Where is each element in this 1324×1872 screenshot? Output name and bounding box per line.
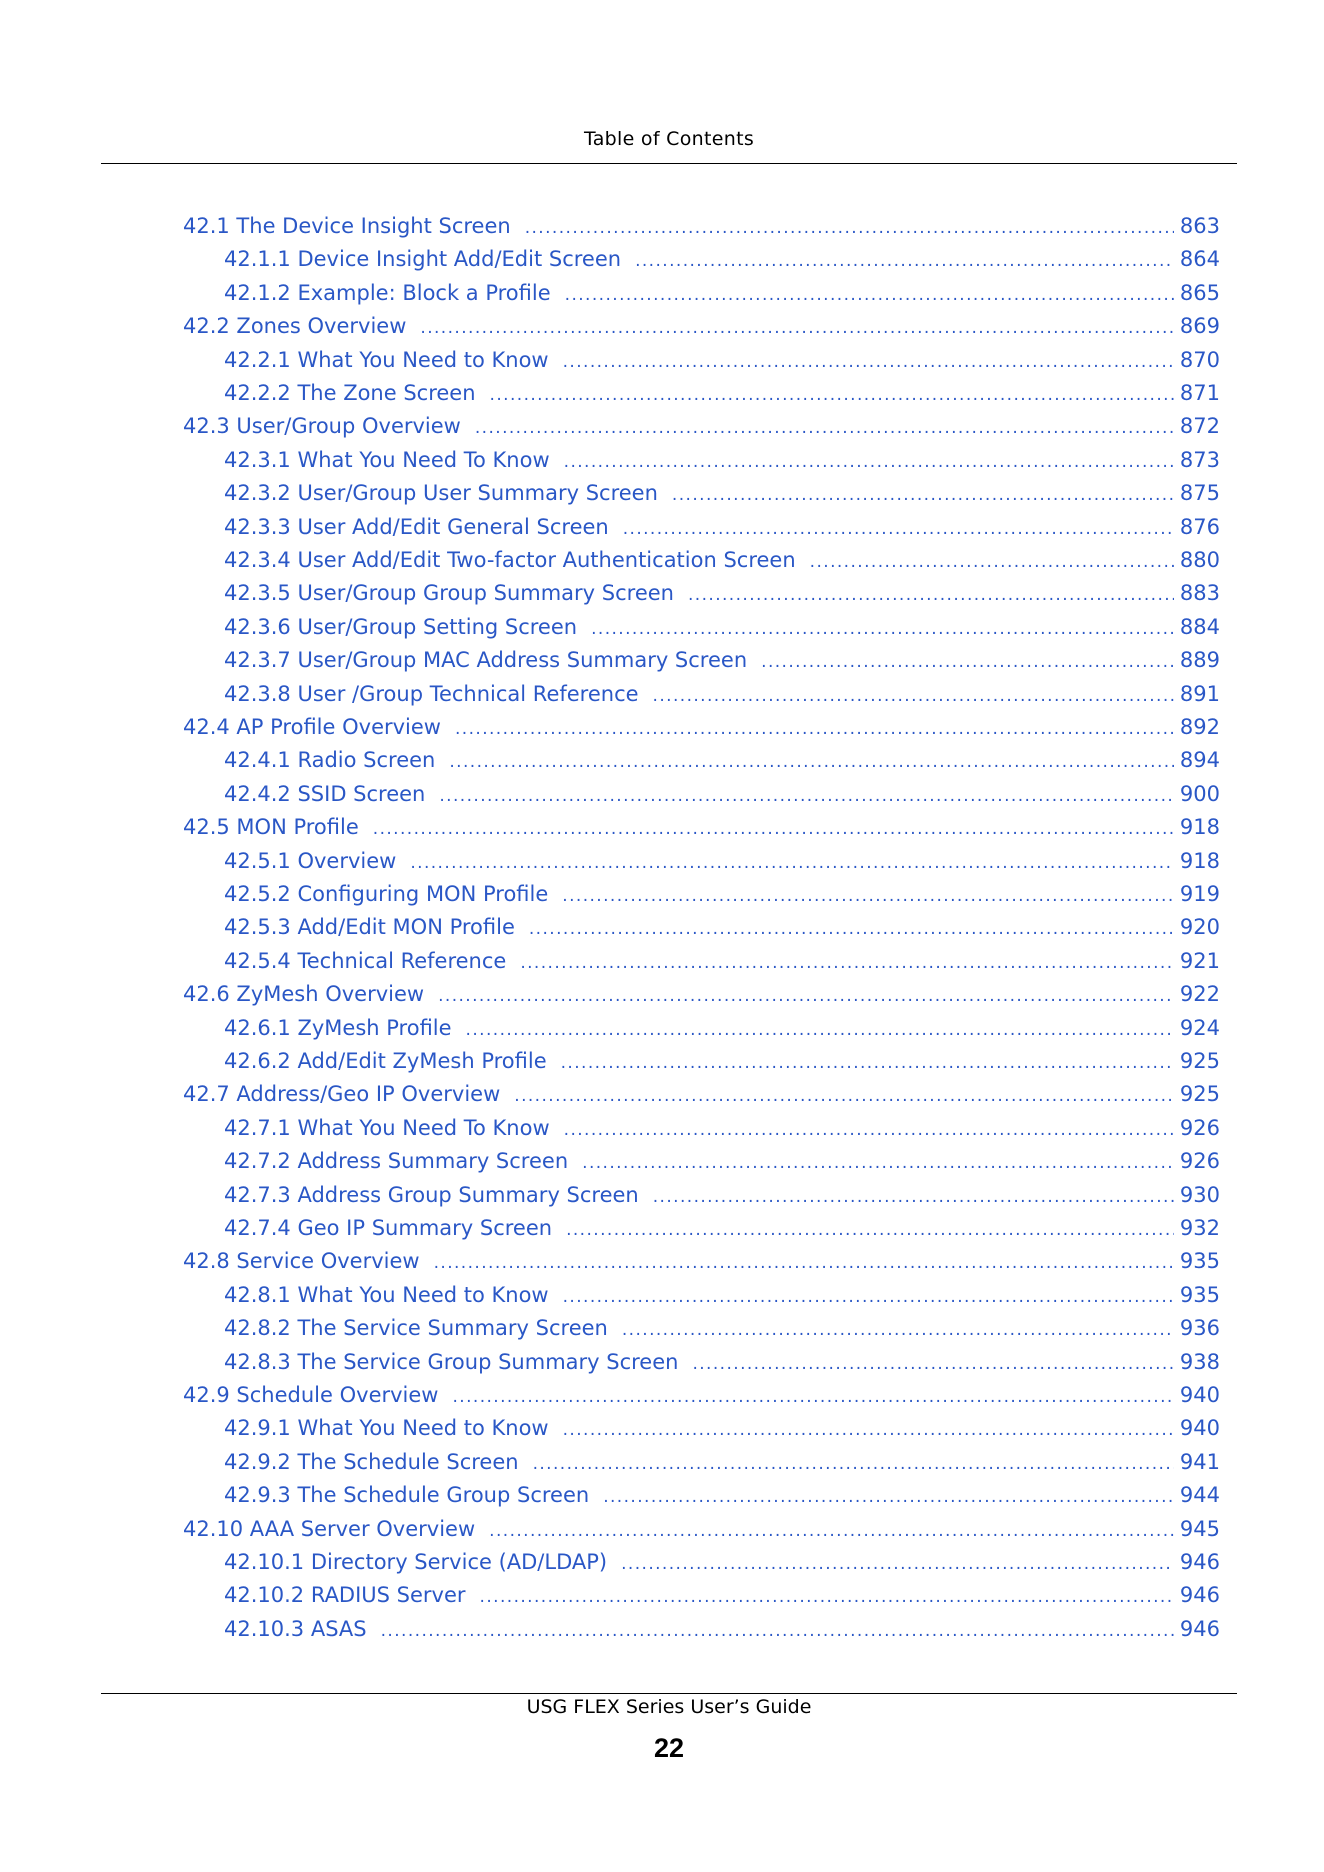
toc-entry-title-link[interactable]: 42.9.1 What You Need to Know	[224, 1416, 549, 1441]
toc-entry-page-link[interactable]: 864	[1179, 247, 1220, 272]
dot-leader	[410, 846, 1174, 880]
toc-entry-title-link[interactable]: 42.2.1 What You Need to Know	[224, 347, 549, 372]
toc-entry[interactable]	[224, 610, 1220, 644]
dot-leader	[653, 679, 1174, 713]
dot-leader	[566, 1213, 1174, 1247]
dot-leader	[449, 745, 1174, 779]
dot-leader	[562, 879, 1174, 913]
toc-entry-title-link[interactable]: 42.1 The Device Insight Screen	[183, 214, 511, 238]
toc-entry-title-link[interactable]: 42.4.2 SSID Screen	[224, 781, 426, 806]
dot-leader	[692, 1347, 1173, 1381]
toc-entry-page-link[interactable]: 936	[1179, 1316, 1220, 1341]
dot-leader	[489, 1514, 1174, 1548]
toc-entry[interactable]	[224, 1612, 1220, 1646]
header-divider	[101, 163, 1237, 164]
dot-leader	[381, 1614, 1174, 1648]
toc-entry[interactable]	[224, 677, 1220, 711]
toc-entry-page-link[interactable]: 894	[1179, 748, 1220, 773]
toc-entry-page-link[interactable]: 863	[1179, 214, 1220, 238]
dot-leader	[623, 512, 1174, 546]
toc-entry[interactable]	[224, 576, 1220, 610]
toc-entry-page-link[interactable]: 871	[1179, 381, 1220, 405]
dot-leader	[438, 979, 1174, 1013]
toc-entry[interactable]	[224, 1445, 1220, 1479]
dot-leader	[810, 545, 1174, 579]
toc-entry-title-link[interactable]: 42.10 AAA Server Overview	[183, 1516, 476, 1541]
toc-entry-title-link[interactable]: 42.5.1 Overview	[224, 848, 397, 873]
toc-entry-page-link[interactable]: 932	[1179, 1216, 1220, 1240]
toc-entry-page-link[interactable]: 884	[1179, 614, 1220, 639]
toc-entry-title-link[interactable]: 42.3.2 User/Group User Summary Screen	[224, 481, 658, 506]
toc-entry[interactable]	[224, 643, 1220, 677]
toc-entry-title-link[interactable]: 42.3 User/Group Overview	[183, 414, 461, 439]
toc-entry-title-link[interactable]: 42.8.3 The Service Group Summary Screen	[224, 1349, 679, 1374]
toc-entry-title-link[interactable]: 42.9.2 The Schedule Screen	[224, 1449, 519, 1474]
toc-entry-page-link[interactable]: 870	[1179, 347, 1220, 372]
toc-entry[interactable]	[224, 777, 1220, 811]
toc-entry[interactable]	[224, 877, 1220, 911]
dot-leader	[529, 912, 1174, 946]
toc-entry-title-link[interactable]: 42.3.4 User Add/Edit Two-factor Authentication Screen	[224, 548, 796, 572]
toc-entry-title-link[interactable]: 42.8.1 What You Need to Know	[224, 1282, 549, 1307]
dot-leader	[603, 1480, 1174, 1514]
toc-entry-page-link[interactable]: 876	[1179, 514, 1220, 539]
toc-entry[interactable]	[224, 743, 1220, 777]
toc-entry-title-link[interactable]: 42.7 Address/Geo IP Overview	[183, 1082, 501, 1107]
toc-entry[interactable]	[224, 1044, 1220, 1078]
toc-entry[interactable]	[224, 343, 1220, 377]
toc-entry-title-link[interactable]: 42.7.3 Address Group Summary Screen	[224, 1182, 639, 1207]
toc-entry[interactable]	[224, 1545, 1220, 1579]
toc-entry-page-link[interactable]: 921	[1179, 948, 1220, 973]
toc-entry-title-link[interactable]: 42.1.2 Example: Block a Profile	[224, 280, 551, 305]
toc-entry-title-link[interactable]: 42.4 AP Profile Overview	[183, 715, 441, 739]
toc-entry-title-link[interactable]: 42.3.1 What You Need To Know	[224, 447, 550, 472]
toc-entry[interactable]	[224, 1311, 1220, 1345]
dot-leader	[563, 345, 1174, 379]
page-header-title: Table of Contents	[583, 128, 755, 150]
toc-entry[interactable]	[224, 844, 1220, 878]
toc-entry-page-link[interactable]: 900	[1179, 781, 1220, 806]
toc-entry[interactable]	[183, 1244, 1220, 1278]
toc-entry-title-link[interactable]: 42.7.1 What You Need To Know	[224, 1115, 550, 1140]
toc-entry-title-link[interactable]: 42.10.3 ASAS	[224, 1616, 367, 1641]
dot-leader	[672, 478, 1174, 512]
toc-entry[interactable]	[224, 543, 1220, 577]
toc-entry-page-link[interactable]: 926	[1179, 1149, 1220, 1174]
toc-entry-page-link[interactable]: 938	[1179, 1349, 1220, 1374]
dot-leader	[525, 211, 1174, 245]
toc-entry-title-link[interactable]: 42.9.3 The Schedule Group Screen	[224, 1483, 590, 1508]
toc-entry-page-link[interactable]: 892	[1179, 715, 1220, 739]
toc-entry-page-link[interactable]: 941	[1179, 1449, 1220, 1474]
toc-entry-page-link[interactable]: 935	[1179, 1282, 1220, 1307]
toc-entry-title-link[interactable]: 42.2.2 The Zone Screen	[224, 381, 476, 405]
dot-leader	[480, 1580, 1174, 1614]
toc-entry-title-link[interactable]: 42.5 MON Profile	[183, 815, 359, 840]
footer-divider	[101, 1693, 1237, 1694]
toc-entry-page-link[interactable]: 880	[1179, 548, 1220, 572]
toc-entry-title-link[interactable]: 42.5.2 Configuring MON Profile	[224, 882, 549, 906]
dot-leader	[452, 1380, 1173, 1414]
toc-entry-title-link[interactable]: 42.3.3 User Add/Edit General Screen	[224, 514, 609, 539]
toc-entry[interactable]	[224, 1011, 1220, 1045]
dot-leader	[434, 1246, 1174, 1280]
dot-leader	[520, 946, 1174, 980]
toc-entry-page-link[interactable]: 865	[1179, 280, 1220, 305]
toc-entry[interactable]	[224, 1211, 1220, 1245]
toc-entry-page-link[interactable]: 920	[1179, 915, 1220, 940]
dot-leader	[591, 612, 1174, 646]
toc-entry-title-link[interactable]: 42.7.4 Geo IP Summary Screen	[224, 1216, 553, 1240]
toc-entry-title-link[interactable]: 42.5.4 Technical Reference	[224, 948, 507, 973]
dot-leader	[455, 712, 1174, 746]
dot-leader	[564, 445, 1174, 479]
toc-entry-title-link[interactable]: 42.4.1 Radio Screen	[224, 748, 436, 773]
toc-entry-title-link[interactable]: 42.8.2 The Service Summary Screen	[224, 1316, 608, 1341]
dot-leader	[561, 1046, 1174, 1080]
page-number: 22	[653, 1733, 685, 1763]
toc-entry-title-link[interactable]: 42.1.1 Device Insight Add/Edit Screen	[224, 247, 622, 272]
toc-entry-title-link[interactable]: 42.3.8 User /Group Technical Reference	[224, 681, 639, 706]
toc-entry-page-link[interactable]: 935	[1179, 1249, 1220, 1274]
dot-leader	[635, 244, 1174, 278]
toc-entry[interactable]	[224, 1411, 1220, 1445]
toc-entry-page-link[interactable]: 940	[1179, 1416, 1220, 1441]
toc-entry-title-link[interactable]: 42.9 Schedule Overview	[183, 1383, 439, 1407]
toc-entry-title-link[interactable]: 42.6.1 ZyMesh Profile	[224, 1015, 452, 1040]
toc-entry-page-link[interactable]: 926	[1179, 1115, 1220, 1140]
toc-entry-page-link[interactable]: 922	[1179, 982, 1220, 1007]
toc-entry-title-link[interactable]: 42.6.2 Add/Edit ZyMesh Profile	[224, 1049, 547, 1073]
toc-entry-page-link[interactable]: 919	[1179, 882, 1220, 906]
toc-entry-page-link[interactable]: 918	[1179, 815, 1220, 840]
toc-entry[interactable]	[183, 710, 1220, 744]
dot-leader	[563, 1280, 1174, 1314]
toc-entry-title-link[interactable]: 42.8 Service Overview	[183, 1249, 420, 1274]
dot-leader	[466, 1013, 1174, 1047]
toc-entry[interactable]	[224, 242, 1220, 276]
toc-entry[interactable]	[224, 1345, 1220, 1379]
toc-entry-page-link[interactable]: 946	[1179, 1616, 1220, 1641]
toc-entry-title-link[interactable]: 42.3.7 User/Group MAC Address Summary Screen	[224, 648, 748, 673]
dot-leader	[475, 411, 1174, 445]
toc-entry[interactable]	[183, 1077, 1220, 1111]
dot-leader	[622, 1313, 1174, 1347]
footer-guide-title: USG FLEX Series User’s Guide	[526, 1696, 812, 1718]
toc-entry-title-link[interactable]: 42.10.2 RADIUS Server	[224, 1583, 466, 1608]
dot-leader	[582, 1146, 1174, 1180]
toc-entry-page-link[interactable]: 940	[1179, 1383, 1220, 1407]
toc-entry[interactable]	[183, 810, 1220, 844]
dot-leader	[564, 1113, 1174, 1147]
dot-leader	[439, 779, 1174, 813]
toc-entry-page-link[interactable]: 883	[1179, 581, 1220, 606]
toc-entry[interactable]	[183, 209, 1220, 243]
toc-entry-title-link[interactable]: 42.3.6 User/Group Setting Screen	[224, 614, 578, 639]
toc-entry[interactable]	[224, 1278, 1220, 1312]
toc-entry[interactable]	[224, 1178, 1220, 1212]
toc-entry-page-link[interactable]: 869	[1179, 314, 1220, 339]
toc-entry-page-link[interactable]: 889	[1179, 648, 1220, 673]
toc-entry[interactable]	[224, 944, 1220, 978]
toc-entry-title-link[interactable]: 42.7.2 Address Summary Screen	[224, 1149, 569, 1174]
dot-leader	[621, 1547, 1174, 1581]
toc-entry-title-link[interactable]: 42.6 ZyMesh Overview	[183, 982, 425, 1007]
toc-entry[interactable]	[224, 1144, 1220, 1178]
toc-entry[interactable]	[224, 910, 1220, 944]
dot-leader	[565, 278, 1174, 312]
dot-leader	[490, 378, 1174, 412]
toc-entry[interactable]	[224, 1478, 1220, 1512]
dot-leader	[563, 1413, 1174, 1447]
dot-leader	[533, 1447, 1174, 1481]
toc-entry-page-link[interactable]: 946	[1179, 1550, 1220, 1574]
toc-entry-title-link[interactable]: 42.10.1 Directory Service (AD/LDAP)	[224, 1550, 608, 1574]
toc-entry-page-link[interactable]: 925	[1179, 1082, 1220, 1107]
toc-entry-page-link[interactable]: 924	[1179, 1015, 1220, 1040]
toc-entry-page-link[interactable]: 875	[1179, 481, 1220, 506]
toc-entry[interactable]	[224, 276, 1220, 310]
toc-entry-page-link[interactable]: 891	[1179, 681, 1220, 706]
toc-entry-title-link[interactable]: 42.5.3 Add/Edit MON Profile	[224, 915, 515, 940]
toc-entry-page-link[interactable]: 930	[1179, 1182, 1220, 1207]
toc-entry[interactable]	[224, 1111, 1220, 1145]
toc-entry-page-link[interactable]: 946	[1179, 1583, 1220, 1608]
toc-entry-title-link[interactable]: 42.2 Zones Overview	[183, 314, 407, 339]
toc-entry-page-link[interactable]: 873	[1179, 447, 1220, 472]
dot-leader	[761, 645, 1174, 679]
toc-entry-page-link[interactable]: 872	[1179, 414, 1220, 439]
toc-entry-page-link[interactable]: 944	[1179, 1483, 1220, 1508]
toc-entry[interactable]	[224, 476, 1220, 510]
dot-leader	[688, 578, 1174, 612]
toc-entry[interactable]	[183, 409, 1220, 443]
toc-entry-page-link[interactable]: 925	[1179, 1049, 1220, 1073]
dot-leader	[420, 311, 1174, 345]
toc-entry[interactable]	[183, 1512, 1220, 1546]
toc-entry[interactable]	[224, 443, 1220, 477]
toc-entry[interactable]	[224, 376, 1220, 410]
toc-entry[interactable]	[224, 1578, 1220, 1612]
dot-leader	[514, 1079, 1174, 1113]
toc-entry-page-link[interactable]: 918	[1179, 848, 1220, 873]
toc-entry[interactable]	[183, 309, 1220, 343]
toc-entry-title-link[interactable]: 42.3.5 User/Group Group Summary Screen	[224, 581, 674, 606]
toc-entry[interactable]	[183, 977, 1220, 1011]
toc-entry[interactable]	[224, 510, 1220, 544]
dot-leader	[373, 812, 1174, 846]
toc-entry[interactable]	[183, 1378, 1220, 1412]
dot-leader	[653, 1180, 1174, 1214]
toc-entry-page-link[interactable]: 945	[1179, 1516, 1220, 1541]
